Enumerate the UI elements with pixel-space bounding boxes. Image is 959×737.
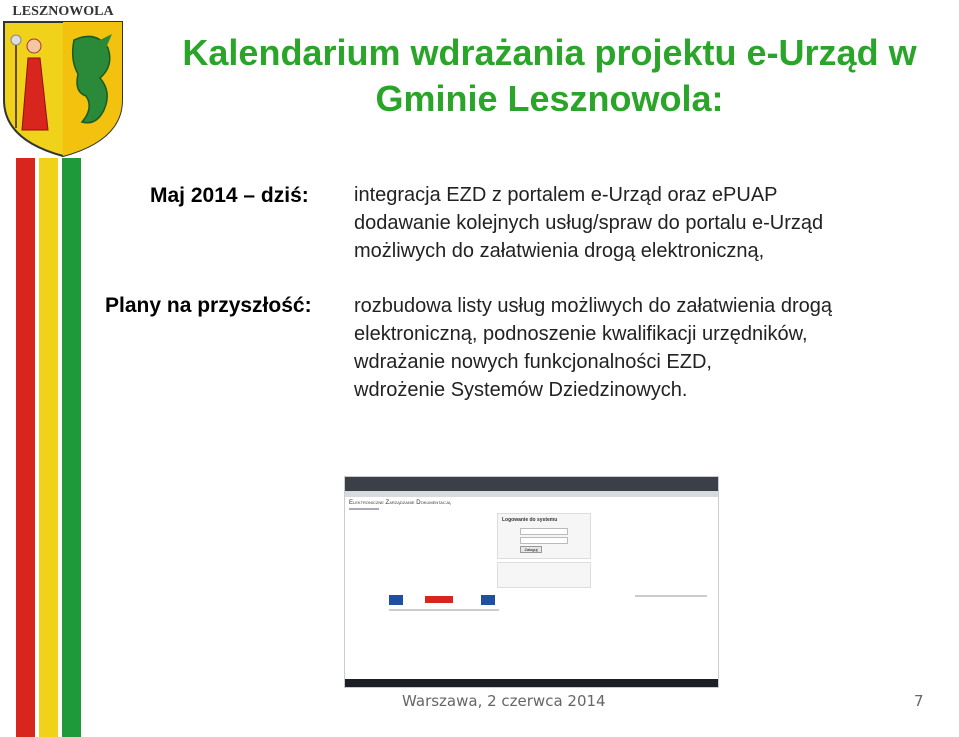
login-user-input[interactable]	[520, 528, 568, 535]
stripe-yellow	[39, 158, 58, 737]
section-plans-line: elektroniczną, podnoszenie kwalifikacji urzędników,	[354, 323, 808, 345]
page-number: 7	[914, 692, 924, 710]
slide-title-line-1: Kalendarium wdrażania projektu e-Urząd w	[182, 32, 917, 73]
crest-banner: LESZNOWOLA	[12, 4, 114, 19]
login-button[interactable]: Zaloguj	[520, 546, 542, 553]
taskbar	[345, 679, 718, 687]
login-heading: Logowanie do systemu	[502, 517, 558, 523]
section-current-line: możliwych do załatwienia drogą elektroniczną,	[354, 240, 765, 262]
footer-date: Warszawa, 2 czerwca 2014	[402, 692, 606, 710]
slide-title-line-2: Gminie Lesznowola:	[375, 78, 724, 119]
section-current-line: dodawanie kolejnych usług/spraw do portalu e-Urząd	[354, 212, 824, 234]
section-current-line: integracja EZD z portalem e-Urząd oraz ePUAP	[354, 184, 778, 206]
app-title: Elektroniczne Zarządzanie Dokumentacją	[349, 500, 451, 506]
ezd-login-screenshot	[344, 476, 719, 688]
login-password-input[interactable]	[520, 537, 568, 544]
section-label-current: Maj 2014 – dziś:	[150, 184, 309, 207]
eu-logos-strip	[389, 593, 499, 607]
section-plans-line: rozbudowa listy usług możliwych do załatwienia drogą	[354, 295, 833, 317]
section-plans-line: wdrażanie nowych funkcjonalności EZD,	[354, 351, 712, 373]
stripe-green	[62, 158, 81, 737]
app-subtitle-bar	[349, 508, 379, 510]
login-panel	[497, 513, 591, 559]
section-label-plans: Plany na przyszłość:	[105, 294, 312, 317]
section-plans-line: wdrożenie Systemów Dziedzinowych.	[354, 379, 688, 401]
info-panel	[497, 562, 591, 588]
coat-of-arms-icon	[0, 0, 126, 158]
stripe-red	[16, 158, 35, 737]
browser-toolbar	[345, 477, 718, 491]
footer-text-line	[635, 595, 707, 597]
footer-text-line	[389, 609, 499, 611]
